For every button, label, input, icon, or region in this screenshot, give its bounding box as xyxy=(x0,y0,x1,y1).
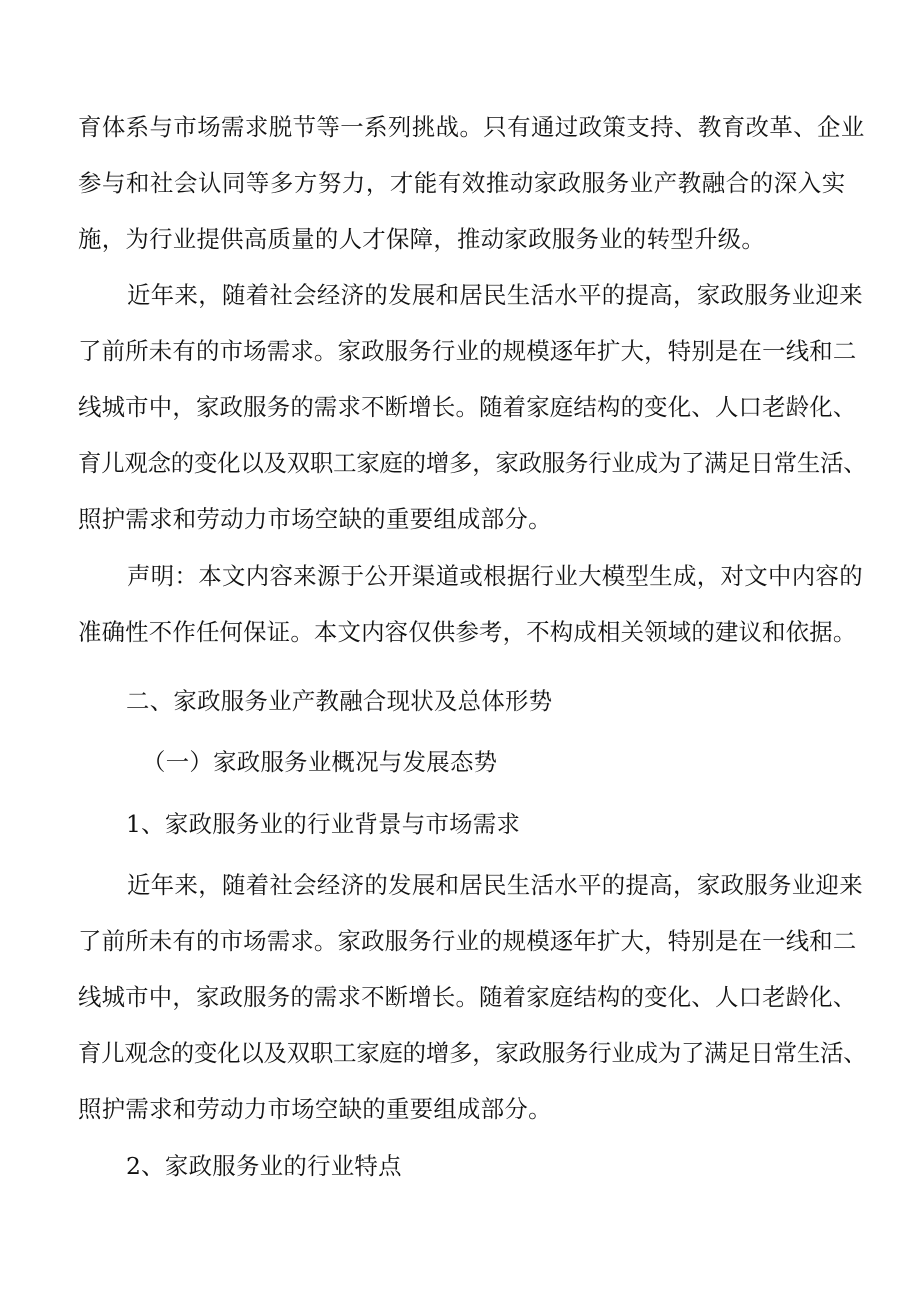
text-line: 育儿观念的变化以及双职工家庭的增多，家政服务行业成为了满足日常生活、 xyxy=(78,449,867,477)
heading-text: 1、家政服务业的行业背景与市场需求 xyxy=(126,810,521,838)
text-line: 声明：本文内容来源于公开渠道或根据行业大模型生成，对文中内容的 xyxy=(127,562,863,590)
paragraph-market-demand xyxy=(78,280,867,560)
section-heading xyxy=(78,686,860,742)
heading-text: 二、家政服务业产教融合现状及总体形势 xyxy=(126,687,553,715)
text-line: 育儿观念的变化以及双职工家庭的增多，家政服务行业成为了满足日常生活、 xyxy=(78,1039,867,1067)
heading-text: （一）家政服务业概况与发展态势 xyxy=(142,748,498,776)
subsection-heading xyxy=(78,747,860,803)
text-line: 准确性不作任何保证。本文内容仅供参考，不构成相关领域的建议和依据。 xyxy=(78,618,857,646)
text-line: 近年来，随着社会经济的发展和居民生活水平的提高，家政服务业迎来 xyxy=(127,281,863,309)
paragraph-continuation xyxy=(78,112,865,280)
text-line: 了前所未有的市场需求。家政服务行业的规模逐年扩大，特别是在一线和二 xyxy=(78,927,857,955)
text-line: 照护需求和劳动力市场空缺的重要组成部分。 xyxy=(78,505,552,533)
text-line: 育体系与市场需求脱节等一系列挑战。只有通过政策支持、教育改革、企业 xyxy=(78,113,865,141)
text-line: 线城市中，家政服务的需求不断增长。随着家庭结构的变化、人口老龄化、 xyxy=(78,393,857,421)
text-line: 照护需求和劳动力市场空缺的重要组成部分。 xyxy=(78,1095,552,1123)
heading-text: 2、家政服务业的行业特点 xyxy=(126,1152,402,1180)
text-line: 线城市中，家政服务的需求不断增长。随着家庭结构的变化、人口老龄化、 xyxy=(78,983,857,1011)
text-line: 参与和社会认同等多方努力，才能有效推动家政服务业产教融合的深入实 xyxy=(78,169,846,197)
text-line: 了前所未有的市场需求。家政服务行业的规模逐年扩大，特别是在一线和二 xyxy=(78,337,857,365)
text-line: 施，为行业提供高质量的人才保障，推动家政服务业的转型升级。 xyxy=(78,225,766,253)
paragraph-market-demand-repeat xyxy=(78,870,867,1150)
item-heading-1 xyxy=(78,809,860,865)
item-heading-2 xyxy=(78,1151,860,1207)
text-line: 近年来，随着社会经济的发展和居民生活水平的提高，家政服务业迎来 xyxy=(127,871,863,899)
paragraph-disclaimer xyxy=(78,561,863,673)
